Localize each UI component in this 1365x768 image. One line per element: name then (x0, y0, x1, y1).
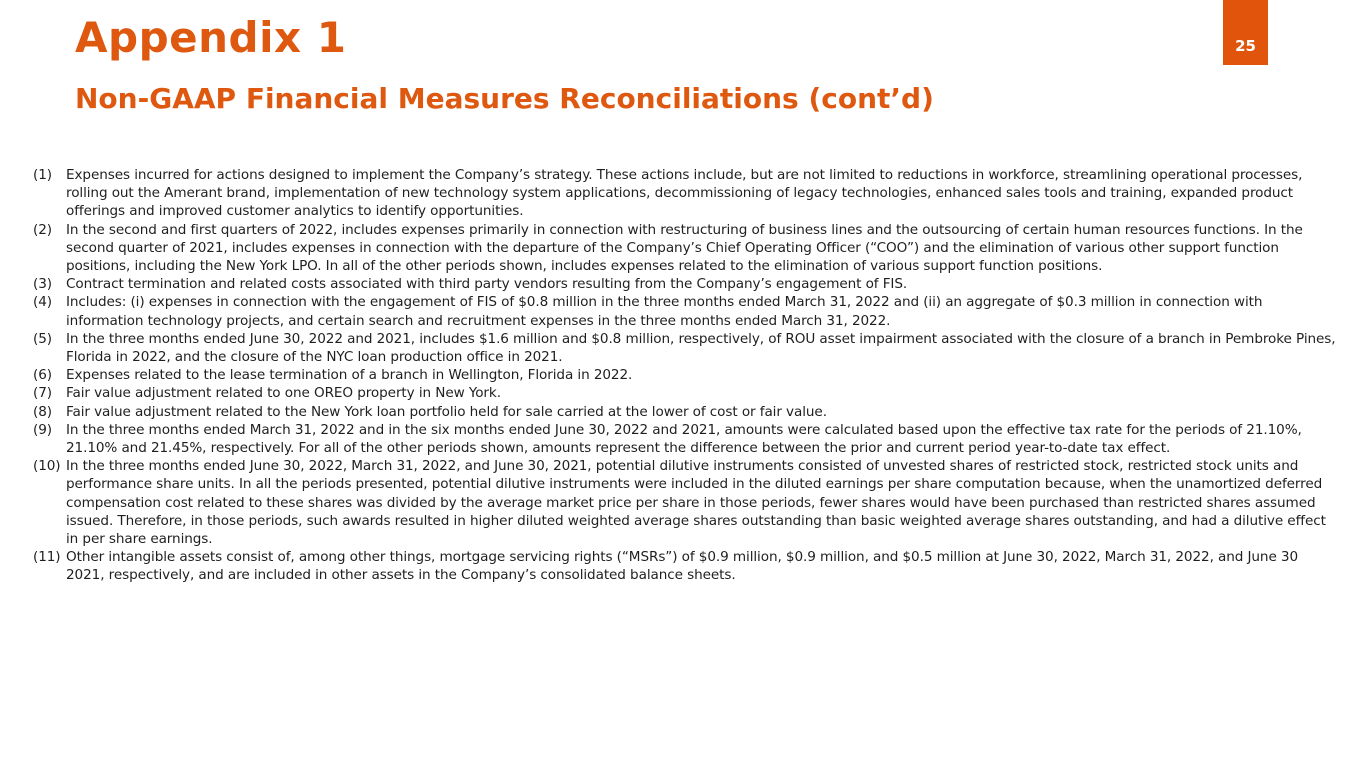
footnote-number: (4) (33, 294, 52, 311)
footnote-item (33, 221, 1337, 276)
footnote-item (33, 457, 1337, 548)
footnote-item (33, 421, 1337, 457)
footnote-text: Fair value adjustment related to the New York loan portfolio held for sale carried at the lower of cost or fair value. (66, 403, 827, 420)
slide-subtitle: Non-GAAP Financial Measures Reconciliations (cont’d) (75, 82, 934, 115)
footnote-number: (8) (33, 403, 52, 420)
footnote-item (33, 293, 1337, 329)
footnote-text: Contract termination and related costs associated with third party vendors resulting from the Company’s engagement of FIS. (66, 276, 908, 293)
footnote-item (33, 384, 1337, 402)
footnote-item (33, 403, 1337, 421)
page-number-badge (1223, 0, 1268, 65)
footnote-text: Fair value adjustment related to one OREO property in New York. (66, 385, 501, 402)
footnotes-list (33, 166, 1337, 585)
footnote-item (33, 548, 1337, 584)
footnote-text: Expenses incurred for actions designed to implement the Company’s strategy. These actions include, but are not limited to reductions in workforce, streamlining operational processes, rolling out the Amerant brand, implementation of new technology system applications, decommissioning of legacy technologies, enhanced sales tools and training, expanded product offerings and improved customer analytics to identify opportunities. (66, 167, 1303, 220)
footnote-item (33, 330, 1337, 366)
footnote-number: (9) (33, 421, 52, 438)
footnote-item (33, 166, 1337, 221)
footnote-text: Includes: (i) expenses in connection with the engagement of FIS of $0.8 million in the three months ended March 31, 2022 and (ii) an aggregate of $0.3 million in connection with information technology projects, and certain search and recruitment expenses in the three months ended March 31, 2022. (66, 294, 1263, 329)
slide-title: Appendix 1 (75, 13, 347, 62)
footnote-text: Other intangible assets consist of, among other things, mortgage servicing rights (“MSRs”) of $0.9 million, $0.9 million, and $0.5 million at June 30, 2022, March 31, 2022, and June 30 2021, respectively, and are included in other assets in the Company’s consolidated balance sheets. (66, 549, 1299, 584)
footnote-number: (1) (33, 167, 52, 183)
footnote-text: Expenses related to the lease termination of a branch in Wellington, Florida in 2022. (66, 367, 633, 384)
page-number: 25 (1235, 37, 1256, 55)
footnote-item (33, 366, 1337, 384)
footnote-number: (3) (33, 276, 52, 293)
footnote-text: In the three months ended June 30, 2022 and 2021, includes $1.6 million and $0.8 million, respectively, of ROU asset impairment associated with the closure of a branch in Pembroke Pines, Florida in 2022, and the closure of the NYC loan production office in 2021. (66, 330, 1336, 366)
footnote-text: In the three months ended June 30, 2022, March 31, 2022, and June 30, 2021, potential dilutive instruments consisted of unvested shares of restricted stock, restricted stock units and performance share units. In all the periods presented, potential dilutive instruments were included in the diluted earnings per share computation because, when the unamortized deferred compensation cost related to these shares was divided by the average market price per share in those periods, fewer shares would have been purchased than restricted shares assumed issued. Therefore, in those periods, such awards resulted in higher diluted weighted average shares outstanding than basic weighted average shares outstanding, and had a dilutive effect in per share earnings. (66, 458, 1326, 548)
footnote-number: (6) (33, 367, 52, 384)
footnote-text: In the three months ended March 31, 2022 and in the six months ended June 30, 2022 and 2021, amounts were calculated based upon the effective tax rate for the periods of 21.10%, 21.10% and 21.45%, respectively. For all of the other periods shown, amounts represent the difference between the prior and current period year-to-date tax effect. (66, 421, 1302, 457)
footnote-number: (5) (33, 330, 52, 347)
footnote-number: (11) (33, 549, 61, 566)
footnote-item (33, 275, 1337, 293)
footnote-number: (2) (33, 221, 52, 238)
footnote-text: In the second and first quarters of 2022, includes expenses primarily in connection with restructuring of business lines and the outsourcing of certain human resources functions. In the second quarter of 2021, includes expenses in connection with the departure of the Company’s Chief Operating Officer (“COO”) and the elimination of various other support function positions, including the New York LPO. In all of the other periods shown, includes expenses related to the elimination of various support function positions. (66, 221, 1303, 275)
footnote-number: (7) (33, 385, 52, 402)
footnote-number: (10) (33, 458, 61, 475)
